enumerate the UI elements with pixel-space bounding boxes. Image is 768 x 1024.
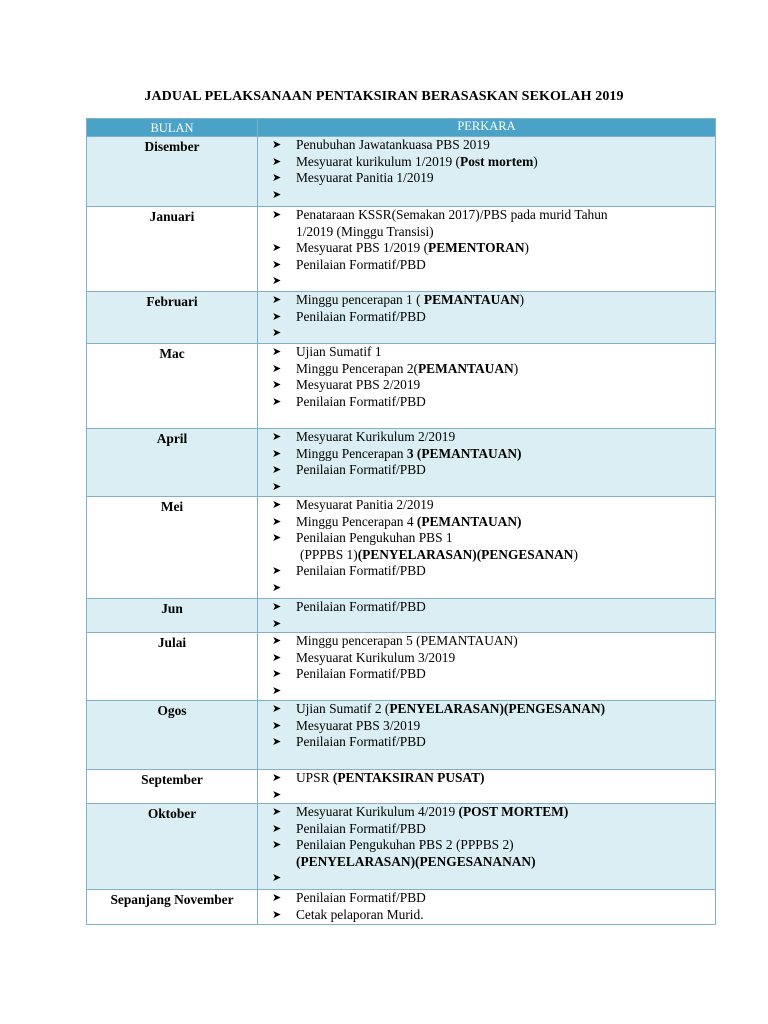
document-title: JADUAL PELAKSANAAN PENTAKSIRAN BERASASKAN SEKOLAH 2019 <box>144 89 624 104</box>
table-row <box>87 633 716 701</box>
activity-text: Penilaian Pengukuhan PBS 1 <box>296 530 453 545</box>
activity-list <box>272 497 715 594</box>
arrowhead-bullet-icon: ➤ <box>272 327 282 339</box>
table-header-row <box>87 119 716 137</box>
header-bulan: BULAN <box>87 119 258 137</box>
activity-item <box>272 154 715 171</box>
month-cell: Oktober <box>87 804 258 890</box>
activity-item <box>272 137 715 154</box>
table-row <box>87 890 716 925</box>
activity-text-suffix: ) <box>519 292 525 307</box>
activity-list <box>272 599 715 630</box>
activity-text: Mesyuarat Panitia 2/2019 <box>296 497 434 512</box>
month-cell: Januari <box>87 207 258 292</box>
arrowhead-bullet-icon: ➤ <box>272 258 282 271</box>
activity-text: Minggu pencerapan 5 (PEMANTAUAN) <box>296 633 518 648</box>
arrowhead-bullet-icon: ➤ <box>272 908 282 921</box>
activity-text: Minggu Pencerapan 4 <box>296 513 417 529</box>
activity-list <box>272 701 715 751</box>
activity-text-suffix: ) <box>524 240 529 255</box>
activity-emphasis: PENYELARASAN)(PENGESANAN) <box>389 701 606 716</box>
activities-cell <box>258 804 716 890</box>
arrowhead-bullet-icon: ➤ <box>272 839 282 851</box>
activity-item <box>272 650 715 667</box>
arrowhead-bullet-icon: ➤ <box>272 719 282 732</box>
month-cell: September <box>87 770 258 804</box>
activity-text: Mesyuarat Kurikulum 3/2019 <box>296 649 456 665</box>
activity-item <box>272 429 715 446</box>
activity-text: Mesyuarat Kurikulum 2/2019 <box>296 429 456 444</box>
activities-cell <box>258 207 716 292</box>
month-cell: Mei <box>87 497 258 599</box>
arrowhead-bullet-icon: ➤ <box>272 242 282 254</box>
activity-list <box>272 292 715 339</box>
arrowhead-bullet-icon: ➤ <box>272 275 282 287</box>
activity-continuation-emphasis: (PENYELARASAN)(PENGESANANAN) <box>296 853 536 869</box>
activity-text: Penilaian Pengukuhan PBS 2 (PPPBS 2) <box>296 837 514 852</box>
arrowhead-bullet-icon: ➤ <box>272 139 282 151</box>
activity-emphasis: 3 (PEMANTAUAN) <box>406 445 522 461</box>
activity-text: Minggu Pencerapan <box>296 445 407 461</box>
arrowhead-bullet-icon: ➤ <box>272 209 282 221</box>
arrowhead-bullet-icon: ➤ <box>272 480 282 493</box>
arrowhead-bullet-icon: ➤ <box>272 892 282 904</box>
arrowhead-bullet-icon: ➤ <box>272 294 282 306</box>
activities-cell <box>258 890 716 925</box>
activity-text: Penubuhan Jawatankuasa PBS 2019 <box>296 137 490 152</box>
activity-item <box>272 666 715 683</box>
table-row <box>87 292 716 344</box>
month-cell: Disember <box>87 137 258 207</box>
activity-list <box>272 137 715 201</box>
activity-text-suffix: ) <box>573 546 578 562</box>
activity-item <box>272 804 715 821</box>
arrowhead-bullet-icon: ➤ <box>272 464 282 476</box>
arrowhead-bullet-icon: ➤ <box>272 703 282 715</box>
arrowhead-bullet-icon: ➤ <box>272 532 282 544</box>
activity-emphasis: (PENYELARASAN)(PENGESANAN <box>357 546 574 562</box>
activity-text: Mesyuarat PBS 2/2019 <box>296 377 421 392</box>
table-row <box>87 137 716 207</box>
activity-item <box>272 257 715 274</box>
activity-text: Ujian Sumatif 1 <box>296 344 382 359</box>
activity-emphasis: Post mortem <box>460 153 534 169</box>
arrowhead-bullet-icon: ➤ <box>272 788 282 801</box>
activity-list <box>272 429 715 493</box>
activities-cell <box>258 137 716 207</box>
activity-item <box>272 394 715 411</box>
arrowhead-bullet-icon: ➤ <box>272 822 282 835</box>
activities-cell <box>258 633 716 701</box>
activity-list <box>272 804 715 884</box>
activity-item <box>272 599 715 616</box>
activity-text: Mesyuarat Panitia 1/2019 <box>296 170 434 185</box>
activity-text: Ujian Sumatif 2 ( <box>296 701 390 716</box>
table-row <box>87 770 716 804</box>
activity-emphasis: PEMANTAUAN <box>423 292 520 307</box>
activity-item <box>272 497 715 514</box>
activity-item <box>272 837 715 854</box>
table-row <box>87 207 716 292</box>
activities-cell <box>258 701 716 770</box>
activity-text: Mesyuarat PBS 1/2019 ( <box>296 240 429 255</box>
activity-text: Mesyuarat PBS 3/2019 <box>296 717 421 733</box>
arrowhead-bullet-icon: ➤ <box>272 872 282 884</box>
header-perkara: PERKARA <box>258 119 716 137</box>
activity-item <box>272 462 715 479</box>
activity-item <box>272 446 715 463</box>
arrowhead-bullet-icon: ➤ <box>272 772 282 784</box>
activity-text: Minggu Pencerapan 2( <box>296 360 418 376</box>
activities-cell <box>258 497 716 599</box>
activity-item <box>272 890 715 907</box>
activity-emphasis: (POST MORTEM) <box>458 804 569 819</box>
arrowhead-bullet-icon: ➤ <box>272 431 282 443</box>
arrowhead-bullet-icon: ➤ <box>272 395 282 408</box>
activity-list <box>272 770 715 801</box>
activity-item <box>272 514 715 531</box>
month-cell: Ogos <box>87 701 258 770</box>
activity-list <box>272 344 715 410</box>
activities-cell <box>258 770 716 804</box>
activity-text: UPSR <box>296 770 333 785</box>
activity-text: Penilaian Formatif/PBD <box>296 256 426 272</box>
activities-cell <box>258 292 716 344</box>
arrowhead-bullet-icon: ➤ <box>272 515 282 528</box>
activity-text: Penilaian Formatif/PBD <box>296 599 426 614</box>
schedule-table <box>86 118 716 925</box>
arrowhead-bullet-icon: ➤ <box>272 310 282 323</box>
activity-emphasis: (PEMANTAUAN) <box>416 513 522 529</box>
table-row <box>87 599 716 633</box>
table-row <box>87 429 716 497</box>
activities-cell <box>258 344 716 429</box>
month-cell: Sepanjang November <box>87 890 258 925</box>
activity-item <box>272 240 715 257</box>
activity-text: Penilaian Formatif/PBD <box>296 462 426 477</box>
activity-text: (PPPBS 1) <box>300 546 358 562</box>
activity-emphasis: PEMENTORAN <box>428 240 525 255</box>
activities-cell <box>258 599 716 633</box>
arrowhead-bullet-icon: ➤ <box>272 172 282 184</box>
arrowhead-bullet-icon: ➤ <box>272 346 282 358</box>
activity-list <box>272 207 715 287</box>
activity-item <box>272 530 715 547</box>
arrowhead-bullet-icon: ➤ <box>272 188 282 201</box>
activity-item <box>272 718 715 735</box>
activity-text: Minggu pencerapan 1 ( <box>296 292 424 307</box>
activity-item <box>272 770 715 787</box>
arrowhead-bullet-icon: ➤ <box>272 447 282 460</box>
month-cell: April <box>87 429 258 497</box>
month-cell: Julai <box>87 633 258 701</box>
activity-item <box>272 821 715 838</box>
arrowhead-bullet-icon: ➤ <box>272 684 282 697</box>
month-cell: Jun <box>87 599 258 633</box>
activity-item <box>272 344 715 361</box>
month-cell: Mac <box>87 344 258 429</box>
activity-item <box>272 907 715 924</box>
table-row <box>87 804 716 890</box>
activity-item <box>272 633 715 650</box>
activity-emphasis: (PENTAKSIRAN PUSAT) <box>332 770 485 785</box>
activity-list <box>272 633 715 697</box>
activity-item <box>272 207 715 224</box>
activity-text-suffix: ) <box>533 153 538 169</box>
arrowhead-bullet-icon: ➤ <box>272 362 282 375</box>
activity-continuation <box>272 547 715 564</box>
activity-item <box>272 309 715 326</box>
month-cell: Februari <box>87 292 258 344</box>
activity-item <box>272 377 715 394</box>
activity-text: Penilaian Formatif/PBD <box>296 734 426 749</box>
arrowhead-bullet-icon: ➤ <box>272 617 282 630</box>
table-row <box>87 497 716 599</box>
schedule-body <box>87 137 716 925</box>
activity-continuation <box>272 854 715 871</box>
activity-continuation: 1/2019 (Minggu Transisi) <box>296 223 434 239</box>
arrowhead-bullet-icon: ➤ <box>272 635 282 647</box>
activity-item <box>272 734 715 751</box>
activity-text: Penilaian Formatif/PBD <box>296 890 426 905</box>
activity-item <box>272 701 715 718</box>
activity-text: Penilaian Formatif/PBD <box>296 666 426 681</box>
activity-text: Penataraan KSSR(Semakan 2017)/PBS pada murid Tahun <box>296 207 608 222</box>
activity-list <box>272 890 715 923</box>
activity-text: Penilaian Formatif/PBD <box>296 393 426 409</box>
activity-text: Mesyuarat Kurikulum 4/2019 <box>296 804 459 819</box>
arrowhead-bullet-icon: ➤ <box>272 155 282 168</box>
activity-item <box>272 170 715 187</box>
activity-text: Mesyuarat kurikulum 1/2019 ( <box>296 153 461 169</box>
arrowhead-bullet-icon: ➤ <box>272 601 282 613</box>
activity-text: Penilaian Formatif/PBD <box>296 308 426 324</box>
activity-text: Penilaian Formatif/PBD <box>296 563 426 578</box>
table-row <box>87 701 716 770</box>
activity-item <box>272 563 715 580</box>
arrowhead-bullet-icon: ➤ <box>272 581 282 594</box>
activity-text: Cetak pelaporan Murid. <box>296 906 424 922</box>
arrowhead-bullet-icon: ➤ <box>272 499 282 511</box>
activity-emphasis: PEMANTAUAN <box>417 360 514 376</box>
table-row <box>87 344 716 429</box>
arrowhead-bullet-icon: ➤ <box>272 565 282 577</box>
activity-item <box>272 361 715 378</box>
arrowhead-bullet-icon: ➤ <box>272 668 282 680</box>
arrowhead-bullet-icon: ➤ <box>272 806 282 818</box>
activity-text-suffix: ) <box>513 360 519 376</box>
arrowhead-bullet-icon: ➤ <box>272 379 282 391</box>
activity-item <box>272 292 715 309</box>
activities-cell <box>258 429 716 497</box>
arrowhead-bullet-icon: ➤ <box>272 651 282 664</box>
activity-text: Penilaian Formatif/PBD <box>296 820 426 836</box>
arrowhead-bullet-icon: ➤ <box>272 736 282 748</box>
